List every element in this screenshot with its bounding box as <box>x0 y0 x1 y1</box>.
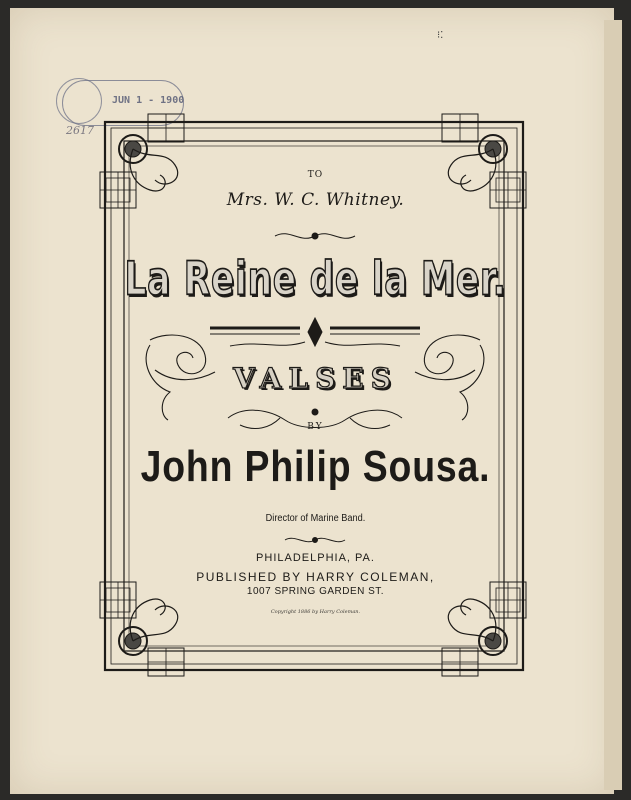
dedication-name: Mrs. W. C. Whitney. <box>226 190 405 210</box>
dedication-flourish <box>275 233 355 239</box>
composer-title: Director of Marine Band. <box>265 513 366 524</box>
title-scroll-band <box>210 318 420 346</box>
publisher-name: PUBLISHED BY HARRY COLEMAN, <box>196 570 435 584</box>
corner-mark: ⁝⁚ <box>437 30 444 41</box>
pencil-note: 2617 <box>66 124 94 137</box>
piece-title: La Reine de la Mer. <box>124 252 507 307</box>
copyright-notice: Copyright 1886 by Harry Coleman. <box>270 609 361 615</box>
dedication-prefix: TO <box>307 170 324 180</box>
composer-flourish <box>285 538 345 543</box>
publisher-city: PHILADELPHIA, PA. <box>256 552 375 564</box>
stamp-date: JUN 1 - 1900 <box>112 95 185 106</box>
publisher-address: 1007 SPRING GARDEN ST. <box>246 586 385 597</box>
genre-label: VALSES <box>233 362 398 395</box>
by-label: BY <box>307 422 324 432</box>
composer-name: John Philip Sousa. <box>140 442 491 491</box>
